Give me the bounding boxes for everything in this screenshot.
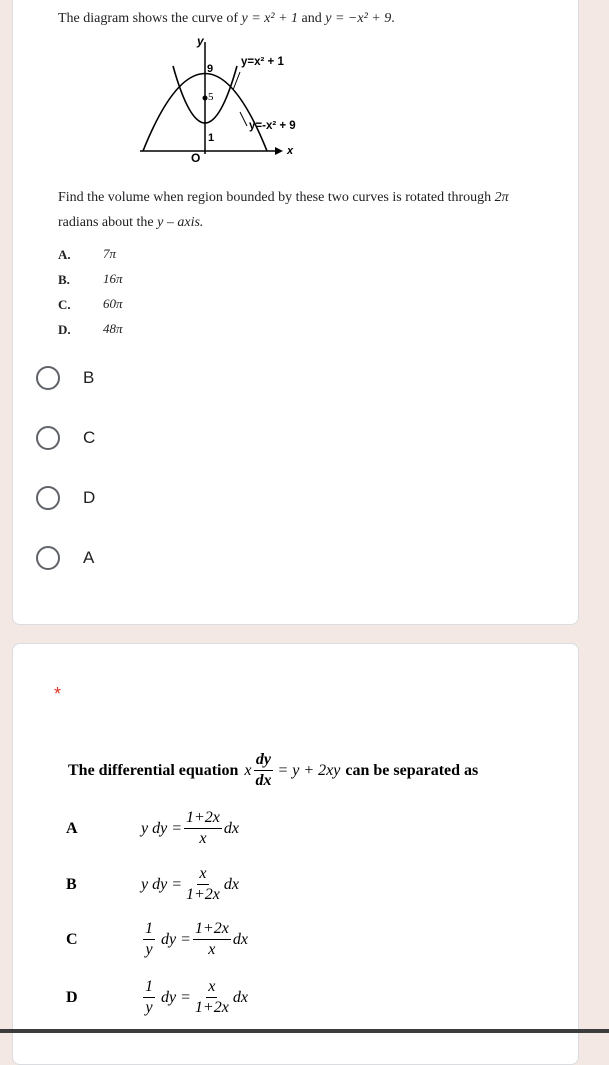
q1-question-line2: radians about the y – axis. [58,215,204,230]
q2-prompt: The differential equation x $\frac{dy}{dx}$ = y + 2xy can be separated as [68,751,479,789]
label-9: 9 [207,63,214,75]
curve1-equation: y = x² + 1 [241,11,299,26]
curve1-label: y=x² + 1 [241,56,284,68]
origin-label: O [191,151,201,165]
x-axis-label: x [287,145,294,157]
radio-label: C [83,428,96,447]
q2-option-d-equation: $\frac{1}{y}$ dy = $\frac{x}{1+2x}$ dx [145,978,248,1016]
q2-option-c-letter: C [66,931,78,948]
q2-option-a-letter: A [66,820,78,837]
choice-c-value: 60π [103,296,123,311]
radio-label: B [83,368,95,387]
q2-option-a-equation: y dy = $\frac{1+2x}{x}$ dx [141,809,240,847]
q1-intro: The diagram shows the curve of y = x² + 1 and y = −x² + 9. [58,11,395,26]
choice-a-value: 7π [103,246,117,261]
radio-option-c[interactable] [36,418,95,458]
q2-option-d-letter: D [66,989,78,1006]
radio-label: A [83,548,95,567]
q2-option-b-letter: B [66,876,77,893]
choice-b: B. [58,272,70,287]
choice-d: D. [58,322,71,337]
curves-diagram [135,32,330,167]
q2-option-b-equation: y dy = $\frac{x}{1+2x}$ dx [141,865,240,903]
radio-label: D [83,488,96,507]
choice-a: A. [58,247,71,262]
curve2-label: y=-x² + 9 [249,120,296,132]
q2-option-c-equation: $\frac{1}{y}$ dy = $\frac{1+2x}{x}$ dx [145,920,248,958]
curve2-equation: y = −x² + 9 [325,11,392,26]
radio-circle[interactable] [36,426,60,450]
y-axis-label: y [197,34,204,48]
label-1: 1 [208,132,215,144]
required-asterisk: * [54,684,62,704]
label-5: 5 [208,91,214,103]
choice-b-value: 16π [103,271,123,286]
choice-c: C. [58,297,71,312]
radio-option-a[interactable] [36,538,94,578]
radio-option-d[interactable] [36,478,95,518]
question-card-2 [12,643,579,1065]
radio-circle[interactable] [36,546,60,570]
intersection-point [203,96,208,101]
radio-circle[interactable] [36,366,60,390]
bottom-border [0,1029,609,1033]
radio-option-b[interactable] [36,358,94,398]
x-axis-arrow-icon [275,147,283,155]
q1-question-line1: Find the volume when region bounded by these two curves is rotated through 2π [58,190,509,205]
choice-d-value: 48π [103,321,123,336]
radio-circle[interactable] [36,486,60,510]
